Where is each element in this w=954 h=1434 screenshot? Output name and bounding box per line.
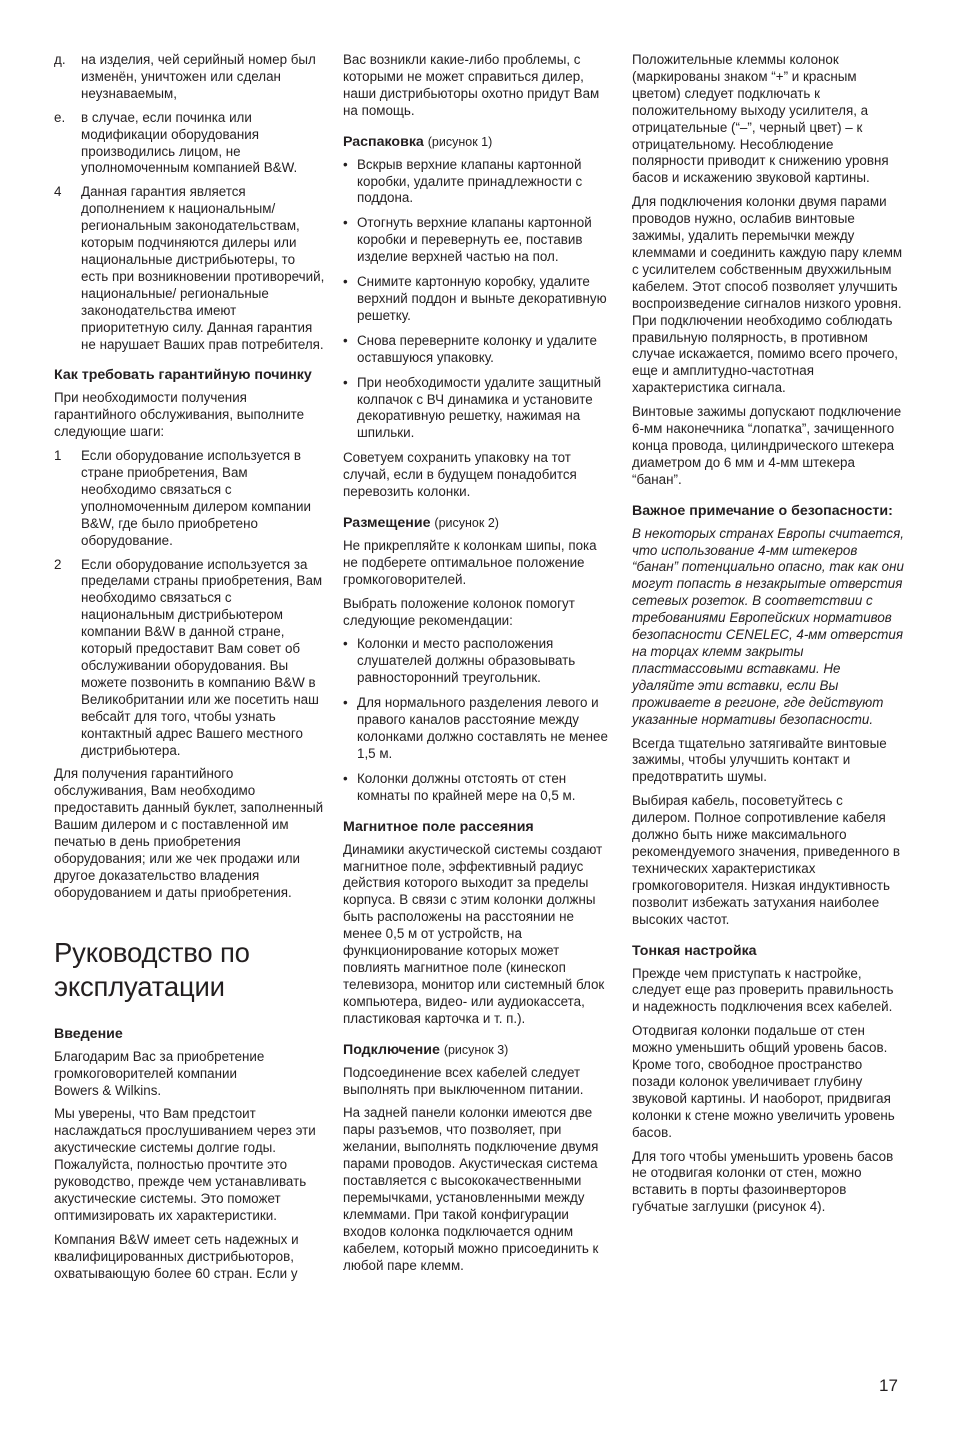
continued-paragraph: Вас возникли какие-либо проблемы, с которыми не может справиться дилер, наши дистрибьюторы охотно придут Вам на помощь. (343, 52, 600, 118)
connect-heading-text: Подключение (343, 1041, 440, 1058)
list-item (54, 52, 326, 103)
intro-line1: Благодарим Вас за приобретение громкоговорителей компании (54, 1048, 265, 1081)
bullet: • (343, 695, 348, 711)
list-item (54, 557, 326, 760)
column-right (632, 52, 904, 1223)
cable-paragraph: Выбирая кабель, посоветуйтесь с дилером. Полное сопротивление кабеля должно быть ниже максимального рекомендуемого значения, приведенного в технических характеристиках громкоговорителя. Низкая индуктивность позволит избежать затухания наиболее высоких частот. (632, 793, 900, 927)
list-text: При необходимости удалите защитный колпачок с ВЧ динамика и установите декоративную решетку, нажимая на шпильки. (357, 374, 602, 441)
bullet: • (343, 374, 348, 390)
list-text: Колонки должны отстоять от стен комнаты по крайней мере на 0,5 м. (357, 770, 576, 803)
list-marker: 2 (54, 556, 62, 572)
terminals-paragraph: Винтовые зажимы допускают подключение 6-мм наконечника “лопатка”, зачищенного конца провода, цилиндрического штекера диаметром до 6 мм и 4-мм штекера “банан”. (632, 404, 902, 487)
intro-paragraph: Компания B&W имеет сеть надежных и квалифицированных дистрибьюторов, охватывающую более 60 стран. Если у (54, 1231, 299, 1281)
intro-line2: Bowers & Wilkins. (54, 1082, 162, 1098)
bullet: • (343, 636, 348, 652)
warranty-intro: При необходимости получения гарантийного обслуживания, выполните следующие шаги: (54, 390, 305, 440)
list-text: на изделия, чей серийный номер был изменён, уничтожен или сделан неузнаваемым, (81, 52, 316, 101)
figure-ref: (рисунок 1) (427, 134, 493, 149)
page-number: 17 (879, 1376, 898, 1395)
list-item (343, 274, 615, 325)
magnet-heading: Магнитное поле рассеяния (343, 818, 534, 835)
bullet: • (343, 156, 348, 172)
list-item (343, 375, 615, 443)
list-text: Снова переверните колонку и удалите оставшуюся упаковку. (357, 332, 597, 365)
unpack-heading (343, 134, 615, 151)
placement-heading (343, 515, 615, 532)
intro-paragraph: Мы уверены, что Вам предстоит наслаждаться прослушиванием через эти акустические системы долгие годы. Пожалуйста, полностью прочтите это руководство, прежде чем устанавливать акустические системы. Это поможет оптимизировать их характеристики. (54, 1106, 316, 1223)
manual-title-line2: эксплуатации (54, 970, 225, 1002)
bullet: • (343, 770, 348, 786)
column-middle (343, 52, 615, 1281)
intro-heading: Введение (54, 1025, 123, 1042)
list-item (54, 448, 326, 549)
tighten-paragraph: Всегда тщательно затягивайте винтовые зажимы, чтобы улучшить контакт и предотвратить шумы. (632, 735, 887, 785)
placement-heading-text: Размещение (343, 514, 431, 531)
figure-ref: (рисунок 3) (443, 1042, 509, 1057)
list-item (343, 695, 615, 763)
connect-paragraph: Подсоединение всех кабелей следует выполнять при выключенном питании. (343, 1064, 584, 1097)
list-marker: 1 (54, 448, 62, 464)
tuning-paragraph: Отодвигая колонки подальше от стен можно уменьшить общий уровень басов. Кроме того, свободное пространство позади колонок увеличивает глубину звуковой картины. И наоборот, придвигая колонки к стене можно увеличить уровень басов. (632, 1023, 895, 1140)
column-left (54, 52, 326, 1289)
polarity-paragraph: Положительные клеммы колонок (маркированы знаком “+” и красным цветом) следует подключать к положительному выходу усилителя, а отрицательные (“–”, черный цвет) – к отрицательному. Несоблюдение полярности приводит к снижению уровня басов и искажению звуковой картины. (632, 52, 889, 186)
list-item (343, 333, 615, 367)
list-text: Данная гарантия является дополнением к национальным/ региональным законодательствам, которым подчиняются дилеры или национальные дистрибьютеры, то есть при возникновении противоречий, национальные/ региональные законодательства имеют приоритетную силу. Данная гарантия не нарушает Ваших прав потребителя. (81, 184, 325, 352)
unpack-heading-text: Распаковка (343, 133, 424, 150)
list-text: Отогнуть верхние клапаны картонной коробки и перевернуть ее, поставив изделие верхней частью на пол. (357, 215, 592, 265)
tuning-heading: Тонкая настройка (632, 942, 757, 959)
bullet: • (343, 215, 348, 231)
placement-paragraph: Выбрать положение колонок помогут следующие рекомендации: (343, 595, 575, 628)
tuning-paragraph: Для того чтобы уменьшить уровень басов не отодвигая колонки от стен, можно вставить в порты фазоинверторов губчатые заглушки (рисунок 4). (632, 1148, 894, 1215)
warranty-outro: Для получения гарантийного обслуживания, Вам необходимо предоставить данный буклет, заполненный Вашим дилером и с поставленной им печатью в день приобретения оборудования; или же чек продажи или другое доказательство владения оборудованием и даты приобретения. (54, 766, 324, 900)
connect-paragraph: На задней панели колонки имеются две пары разъемов, что позволяет, при желании, выполнять подключение двумя парами проводов. Акустическая система поставляется с высококачественными перемычками, установленными между клеммами. При такой конфигурации входов колонка подключается одним кабелем, который можно присоединить к любой паре клемм. (343, 1105, 599, 1273)
unpack-outro: Советуем сохранить упаковку на тот случай, если в будущем понадобится перевозить колонки. (343, 450, 577, 500)
list-item (343, 157, 615, 208)
manual-title (54, 936, 326, 1004)
intro-paragraph (54, 1049, 326, 1100)
bullet: • (343, 274, 348, 290)
magnet-paragraph: Динамики акустической системы создают магнитное поле, эффективный радиус действия которого выходит за пределы корпуса. В связи с этим колонки должны быть расположены на расстоянии не менее 0,5 м от устройств, на функционирование которых может повлиять магнитное поле (кинескоп телевизора, монитор или системный блок компьютера, видео- или аудиокассета, пластиковая карточка и т. п.). (343, 841, 605, 1026)
biwire-paragraph: Для подключения колонки двумя парами проводов нужно, ослабив винтовые зажимы, удалить перемычки между клеммами и соединить каждую пару клемм с усилителем собственным двухжильным кабелем. Этот способ позволяет улучшить воспроизведение сигналов низкого уровня. При подключении необходимо соблюдать правильную полярность, в противном случае искажается, помимо всего прочего, еще и амплитудно-частотная характеристика сигнала. (632, 194, 903, 396)
safety-paragraph: В некоторых странах Европы считается, что использование 4-мм штекеров “банан” потенциально опасно, так как они могут попасть в незакрытые отверстия сетевых розеток. В соответствии с требованиями Европейских нормативов безопасности CENELEC, 4-мм отверстия на торцах клемм закрыты пластмассовыми вставками. Не удаляйте эти вставки, если Вы проживаете в регионе, где действуют указанные нормативы безопасности. (632, 525, 904, 727)
list-item (54, 110, 326, 178)
list-item (343, 636, 615, 687)
list-marker: 4 (54, 184, 62, 200)
list-text: Если оборудование используется в стране приобретения, Вам необходимо связаться с уполномоченным дилером компании B&W, где было приобретено оборудование. (81, 448, 311, 548)
list-text: в случае, если починка или модификации оборудования производились лицом, не уполномоченным компанией B&W. (81, 109, 298, 176)
manual-title-line1: Руководство по (54, 936, 250, 968)
list-text: Колонки и место расположения слушателей должны образовывать равносторонний треугольник. (357, 636, 576, 686)
list-item (54, 184, 326, 353)
figure-ref: (рисунок 2) (434, 515, 499, 530)
bullet: • (343, 332, 348, 348)
list-marker: д. (54, 52, 66, 67)
connect-heading (343, 1042, 615, 1059)
list-text: Снимите картонную коробку, удалите верхний поддон и выньте декоративную решетку. (357, 274, 607, 323)
list-text: Если оборудование используется за пределами страны приобретения, Вам необходимо связаться с национальным дистрибьютером компании B&W в данной стране, который предоставит Вам совет об обслуживании оборудования. Вы можете позвонить в компанию B&W в Великобритании или же посетить наш вебсайт для того, чтобы узнать контактный адрес Вашего местного дистрибьютера. (81, 556, 323, 758)
warranty-heading: Как требовать гарантийную починку (54, 367, 312, 384)
safety-heading: Важное примечание о безопасности: (632, 502, 893, 519)
tuning-paragraph: Прежде чем приступать к настройке, следует еще раз проверить правильность и надежность подключения всех кабелей. (632, 965, 894, 1015)
list-text: Вскрыв верхние клапаны картонной коробки, удалите принадлежности с поддона. (357, 156, 583, 206)
placement-paragraph: Не прикрепляйте к колонкам шипы, пока не подберете оптимальное положение громкоговорителей. (343, 537, 597, 587)
list-item (343, 215, 615, 266)
list-marker: е. (54, 109, 66, 125)
list-item (343, 771, 615, 805)
list-text: Для нормального разделения левого и правого каналов расстояние между колонками должно составлять не менее 1,5 м. (357, 695, 608, 761)
